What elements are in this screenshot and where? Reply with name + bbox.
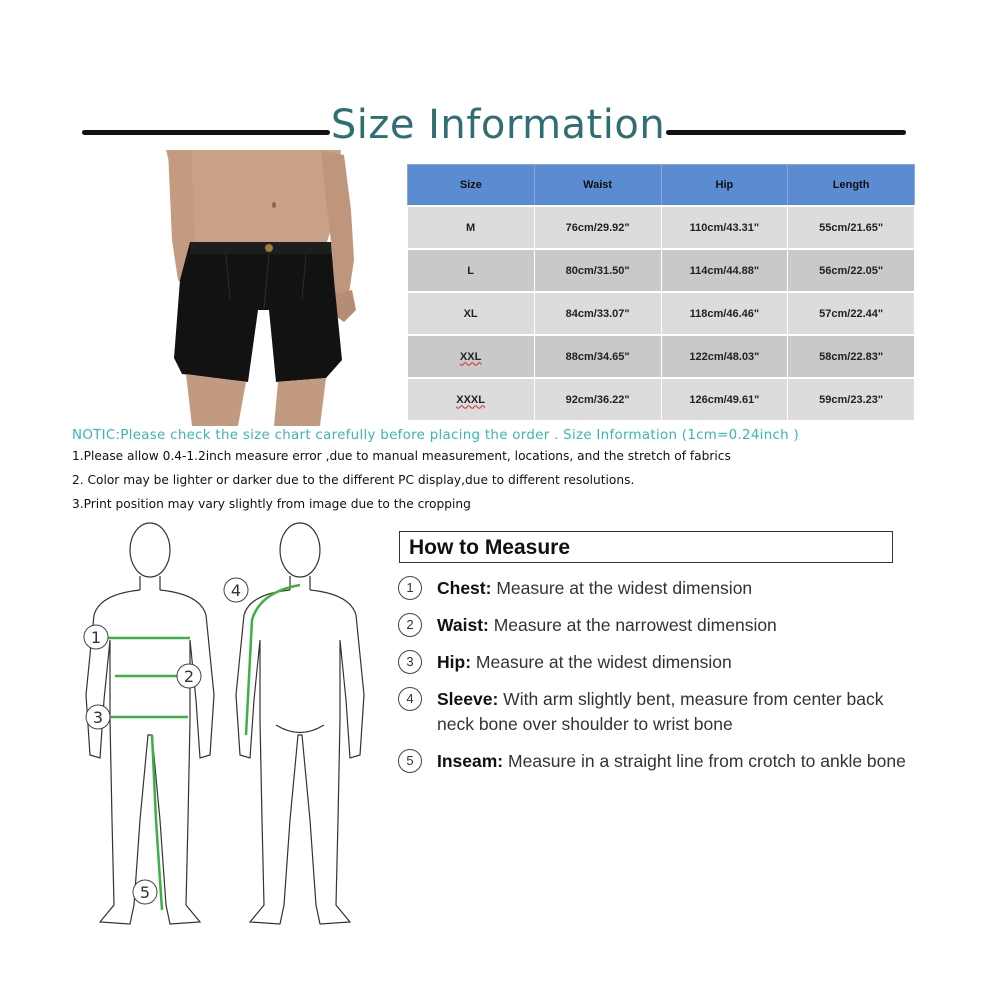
cell-waist: 80cm/31.50" — [534, 249, 661, 292]
cell-hip: 110cm/43.31" — [661, 206, 788, 249]
title-line-left — [82, 130, 330, 135]
marker-5 — [133, 880, 157, 904]
marker-5-label: 5 — [139, 883, 151, 902]
cell-length: 56cm/22.05" — [788, 249, 915, 292]
how-to-measure-heading: How to Measure — [399, 531, 893, 563]
item-number: 4 — [398, 687, 422, 711]
cell-hip: 118cm/46.46" — [661, 292, 788, 335]
item-number: 2 — [398, 613, 422, 637]
item-text: Measure at the narrowest dimension — [493, 615, 777, 635]
table-row — [408, 335, 915, 378]
item-text: Measure at the widest dimension — [496, 578, 753, 598]
figure-markers — [84, 578, 248, 904]
item-label: Waist: — [437, 615, 489, 635]
title-line-right — [666, 130, 906, 135]
table-row — [408, 378, 915, 420]
item-number: 3 — [398, 650, 422, 674]
item-text: Measure in a straight line from crotch to ankle bone — [508, 751, 906, 771]
cell-length: 57cm/22.44" — [788, 292, 915, 335]
marker-4 — [224, 578, 248, 602]
marker-2 — [177, 664, 201, 688]
cell-hip: 126cm/49.61" — [661, 378, 788, 420]
cell-hip: 122cm/48.03" — [661, 335, 788, 378]
cell-size: XXXL — [408, 378, 535, 420]
size-table — [407, 164, 915, 420]
notice-text: NOTIC:Please check the size chart carefully before placing the order . Size Information (1cm=0.24inch ) — [72, 428, 800, 443]
cell-size: L — [408, 249, 535, 292]
title-bar — [0, 100, 1000, 160]
cell-length: 58cm/22.83" — [788, 335, 915, 378]
table-row — [408, 292, 915, 335]
marker-2-label: 2 — [183, 667, 195, 686]
item-number: 5 — [398, 749, 422, 773]
cell-length: 59cm/23.23" — [788, 378, 915, 420]
model-leg-left — [186, 374, 246, 426]
sleeve-line — [246, 585, 300, 735]
table-header-row — [408, 165, 915, 207]
marker-3 — [86, 705, 110, 729]
note-1: 1.Please allow 0.4-1.2inch measure error ,due to manual measurement, locations, and the stretch of fabrics — [72, 449, 731, 463]
header-size: Size — [408, 165, 535, 207]
page-title: Size Information — [330, 102, 666, 148]
product-photo — [166, 150, 356, 426]
item-number: 1 — [398, 576, 422, 600]
item-text: With arm slightly bent, measure from center back neck bone over shoulder to wrist bone — [437, 689, 884, 734]
cell-waist: 76cm/29.92" — [534, 206, 661, 249]
cell-waist: 88cm/34.65" — [534, 335, 661, 378]
body-figures — [70, 520, 370, 940]
note-3: 3.Print position may vary slightly from image due to the cropping — [72, 497, 471, 511]
item-label: Sleeve: — [437, 689, 499, 709]
cell-waist: 84cm/33.07" — [534, 292, 661, 335]
cell-size: M — [408, 206, 535, 249]
marker-1 — [84, 625, 108, 649]
header-waist: Waist — [534, 165, 661, 207]
note-2: 2. Color may be lighter or darker due to the different PC display,due to different resolutions. — [72, 473, 635, 487]
shorts-button — [265, 244, 273, 252]
cell-size: XXL — [408, 335, 535, 378]
model-navel — [272, 202, 276, 208]
header-length: Length — [788, 165, 915, 207]
table-row — [408, 206, 915, 249]
model-leg-right — [274, 378, 326, 426]
item-label: Chest: — [437, 578, 492, 598]
cell-length: 55cm/21.65" — [788, 206, 915, 249]
table-row — [408, 249, 915, 292]
cell-waist: 92cm/36.22" — [534, 378, 661, 420]
cell-hip: 114cm/44.88" — [661, 249, 788, 292]
item-label: Hip: — [437, 652, 472, 672]
back-figure — [236, 523, 364, 924]
marker-3-label: 3 — [92, 708, 104, 727]
cell-size: XL — [408, 292, 535, 335]
item-label: Inseam: — [437, 751, 504, 771]
marker-1-label: 1 — [90, 628, 102, 647]
item-text: Measure at the widest dimension — [475, 652, 732, 672]
shorts — [174, 242, 342, 382]
header-hip: Hip — [661, 165, 788, 207]
marker-4-label: 4 — [230, 581, 242, 600]
